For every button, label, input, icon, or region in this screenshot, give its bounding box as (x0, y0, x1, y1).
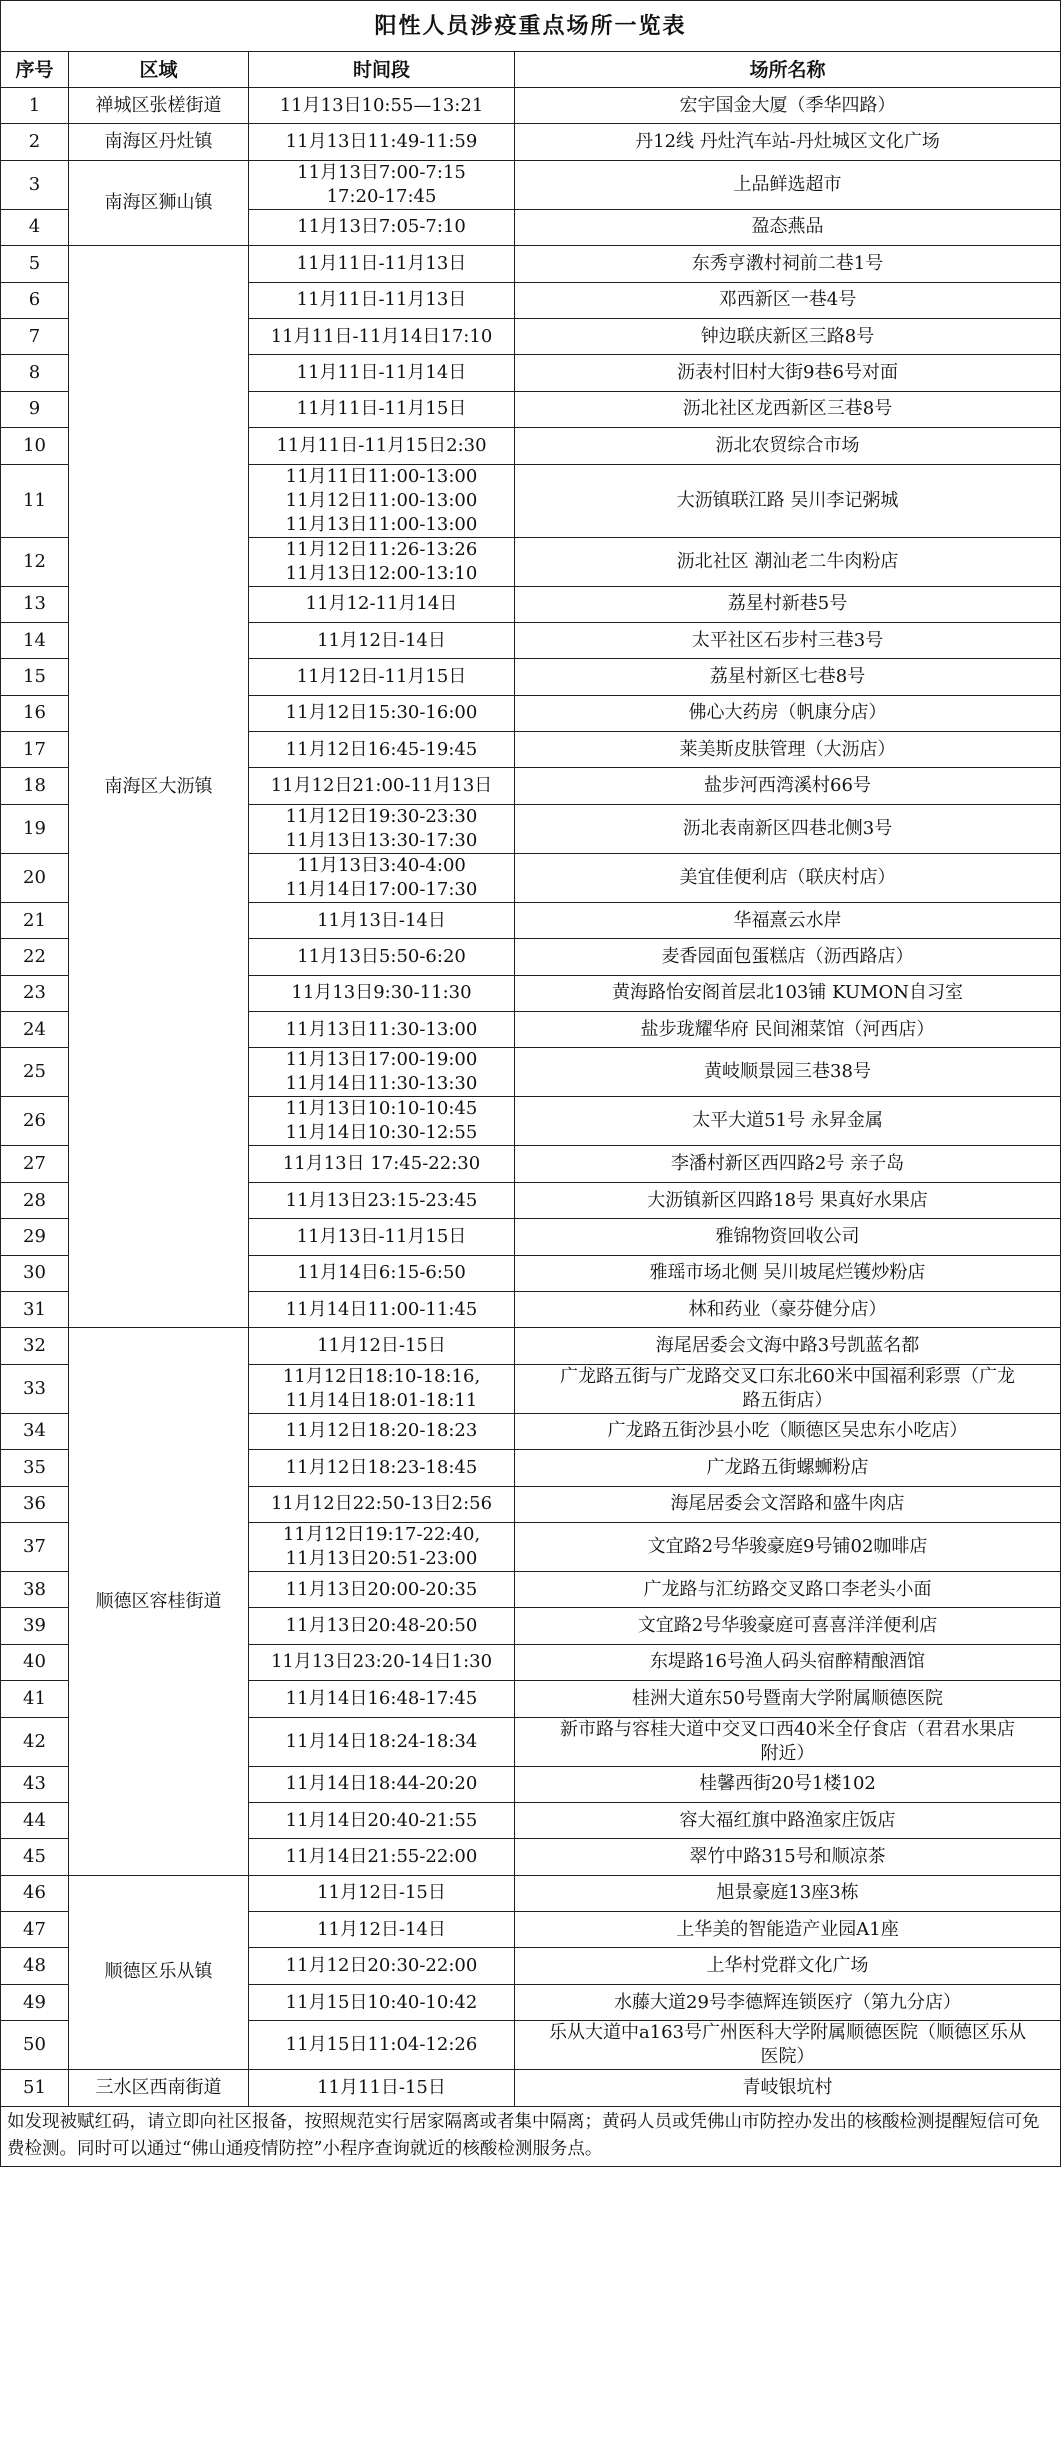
time-cell (249, 659, 515, 695)
time-cell (249, 853, 515, 902)
text-line: 麦香园面包蛋糕店（沥西路店） (661, 945, 914, 967)
row-number: 26 (1, 1097, 69, 1146)
time-cell (249, 1255, 515, 1291)
text-line: 11月12日21:00-11月13日 (270, 775, 493, 797)
text-line: 11月12日-14日 (317, 629, 446, 651)
time-cell (249, 160, 515, 209)
row-number: 46 (1, 1875, 69, 1911)
place-cell (515, 537, 1061, 586)
text-line: 11月13日10:55—13:21 (279, 94, 484, 116)
row-number: 47 (1, 1912, 69, 1948)
time-cell (249, 1097, 515, 1146)
time-cell (249, 1912, 515, 1948)
footnote: 如发现被赋红码，请立即向社区报备，按照规范实行居家隔离或者集中隔离；黄码人员或凭佛山市防控办发出的核酸检测提醒短信可免费检测。同时可以通过“佛山通疫情防控”小程序查询就近的核酸检测服务点。 (1, 2106, 1061, 2166)
place-cell (515, 209, 1061, 245)
text-line: 11月14日6:15-6:50 (297, 1262, 466, 1284)
place-cell (515, 1364, 1061, 1413)
time-cell (249, 1146, 515, 1182)
text-line: 11月13日5:50-6:20 (297, 945, 466, 967)
text-line: 11月13日 17:45-22:30 (282, 1153, 481, 1175)
text-line: 上华村党群文化广场 (706, 1955, 869, 1977)
text-line: 11月15日10:40-10:42 (285, 1991, 478, 2013)
text-line: 莱美斯皮肤管理（大沥店） (679, 738, 896, 760)
time-cell (249, 1012, 515, 1048)
place-cell (515, 124, 1061, 160)
text-line: 11月11日-11月14日 (296, 362, 467, 384)
text-line: 上华美的智能造产业园A1座 (676, 1918, 899, 1940)
text-line: 11月12日-14日 (317, 1918, 446, 1940)
place-cell (515, 1012, 1061, 1048)
text-line: 沥北社区 潮汕老二牛肉粉店 (676, 550, 899, 572)
time-cell (249, 1802, 515, 1838)
place-cell (515, 1413, 1061, 1449)
time-cell (249, 1522, 515, 1571)
text-line: 11月15日11:04-12:26 (285, 2034, 478, 2056)
text-line: 广龙路五街与广龙路交叉口东北60米中国福利彩票（广龙 (560, 1365, 1015, 1387)
time-cell (249, 622, 515, 658)
text-line: 11月12日18:20-18:23 (285, 1420, 478, 1442)
row-number: 3 (1, 160, 69, 209)
text-line: 11月13日10:10-10:45 (285, 1098, 478, 1120)
text-line: 11月12日11:26-13:26 (285, 538, 478, 560)
text-line: 文宜路2号华骏豪庭可喜喜洋洋便利店 (637, 1615, 938, 1637)
text-line: 新市路与容桂大道中交叉口西40米全仔食店（君君水果店 (560, 1718, 1015, 1740)
place-cell (515, 246, 1061, 282)
text-line: 荔星村新巷5号 (727, 593, 848, 615)
row-number: 2 (1, 124, 69, 160)
text-line: 11月12日22:50-13日2:56 (270, 1493, 493, 1515)
text-line: 11月12日19:17-22:40, (282, 1523, 481, 1545)
text-line: 11月13日23:20-14日1:30 (270, 1651, 493, 1673)
text-line: 11月12日-15日 (317, 1882, 446, 1904)
text-line: 黄岐顺景园三巷38号 (704, 1061, 871, 1083)
text-line: 东堤路16号渔人码头宿醉精酿酒馆 (650, 1651, 925, 1673)
place-cell (515, 695, 1061, 731)
text-line: 乐从大道中a163号广州医科大学附属顺德医院（顺德区乐从 (548, 2022, 1027, 2044)
row-number: 25 (1, 1048, 69, 1097)
text-line: 黄海路怡安阁首层北103铺 KUMON自习室 (612, 982, 963, 1004)
time-cell (249, 88, 515, 124)
text-line: 沥北农贸综合市场 (715, 434, 860, 456)
text-line: 海尾居委会文海中路3号凯蓝名都 (655, 1335, 920, 1357)
row-number: 40 (1, 1644, 69, 1680)
text-line: 11月12日18:10-18:16, (282, 1365, 481, 1387)
text-line: 青岐银坑村 (742, 2076, 833, 2098)
row-number: 38 (1, 1571, 69, 1607)
table-row (1, 88, 1061, 124)
time-cell (249, 124, 515, 160)
place-cell (515, 1717, 1061, 1766)
text-line: 11月13日7:00-7:15 (297, 161, 466, 183)
text-line: 11月12日20:30-22:00 (285, 1955, 478, 1977)
row-number: 39 (1, 1608, 69, 1644)
text-line: 11月12-11月14日 (305, 593, 458, 615)
time-cell (249, 1291, 515, 1327)
time-cell (249, 428, 515, 464)
time-cell (249, 902, 515, 938)
text-line: 太平社区石步村三巷3号 (691, 629, 884, 651)
text-line: 11月12日18:23-18:45 (285, 1456, 478, 1478)
text-line: 盐步河西湾溪村66号 (704, 775, 871, 797)
row-number: 12 (1, 537, 69, 586)
text-line: 11月13日9:30-11:30 (291, 982, 472, 1004)
place-cell (515, 1048, 1061, 1097)
place-cell (515, 2070, 1061, 2106)
row-number: 49 (1, 1984, 69, 2020)
text-line: 大沥镇新区四路18号 果真好水果店 (647, 1189, 928, 1211)
area-cell: 南海区丹灶镇 (69, 124, 249, 160)
header-area: 区域 (69, 52, 249, 88)
time-cell (249, 695, 515, 731)
text-line: 海尾居委会文滘路和盛牛肉店 (670, 1493, 905, 1515)
time-cell (249, 1948, 515, 1984)
time-cell (249, 1413, 515, 1449)
text-line: 雅瑶市场北侧 吴川坡尾烂镬炒粉店 (649, 1262, 926, 1284)
header-time: 时间段 (249, 52, 515, 88)
text-line: 11月14日16:48-17:45 (285, 1687, 478, 1709)
row-number: 21 (1, 902, 69, 938)
text-line: 大沥镇联江路 吴川李记粥城 (676, 489, 899, 511)
text-line: 11月11日-15日 (317, 2076, 446, 2098)
time-cell (249, 1644, 515, 1680)
text-line: 11月13日7:05-7:10 (297, 216, 466, 238)
row-number: 8 (1, 355, 69, 391)
time-cell (249, 355, 515, 391)
text-line: 11月13日11:30-13:00 (285, 1018, 478, 1040)
place-cell (515, 1522, 1061, 1571)
text-line: 11月11日-11月14日17:10 (270, 325, 493, 347)
row-number: 13 (1, 586, 69, 622)
row-number: 24 (1, 1012, 69, 1048)
text-line: 11月13日11:00-13:00 (285, 513, 478, 535)
text-line: 17:20-17:45 (326, 185, 437, 207)
row-number: 23 (1, 975, 69, 1011)
text-line: 翠竹中路315号和顺凉茶 (689, 1845, 886, 1867)
row-number: 44 (1, 1802, 69, 1838)
place-cell (515, 902, 1061, 938)
time-cell (249, 1717, 515, 1766)
text-line: 11月14日18:01-18:11 (285, 1389, 478, 1411)
row-number: 10 (1, 428, 69, 464)
row-number: 45 (1, 1839, 69, 1875)
place-cell (515, 1875, 1061, 1911)
place-cell (515, 1766, 1061, 1802)
text-line: 广龙路五街螺蛳粉店 (706, 1456, 869, 1478)
place-cell (515, 1486, 1061, 1522)
place-cell (515, 1328, 1061, 1364)
place-cell (515, 282, 1061, 318)
table-row (1, 1328, 1061, 1364)
time-cell (249, 1328, 515, 1364)
row-number: 29 (1, 1219, 69, 1255)
text-line: 11月11日-11月15日2:30 (276, 434, 487, 456)
time-cell (249, 939, 515, 975)
place-cell (515, 1219, 1061, 1255)
text-line: 东秀亨漖村祠前二巷1号 (691, 252, 884, 274)
place-cell (515, 768, 1061, 804)
text-line: 沥北表南新区四巷北侧3号 (682, 817, 893, 839)
row-number: 28 (1, 1182, 69, 1218)
text-line: 广龙路五街沙县小吃（顺德区吴忠东小吃店） (607, 1420, 968, 1442)
text-line: 11月13日17:00-19:00 (285, 1049, 478, 1071)
time-cell (249, 768, 515, 804)
place-cell (515, 939, 1061, 975)
place-cell (515, 804, 1061, 853)
row-number: 50 (1, 2021, 69, 2070)
row-number: 19 (1, 804, 69, 853)
row-number: 42 (1, 1717, 69, 1766)
text-line: 路五街店） (742, 1389, 833, 1411)
row-number: 43 (1, 1766, 69, 1802)
row-number: 37 (1, 1522, 69, 1571)
row-number: 41 (1, 1681, 69, 1717)
time-cell (249, 1450, 515, 1486)
text-line: 11月13日12:00-13:10 (285, 562, 478, 584)
text-line: 钟边联庆新区三路8号 (700, 325, 875, 347)
text-line: 11月13日13:30-17:30 (285, 829, 478, 851)
table-row (1, 124, 1061, 160)
row-number: 11 (1, 464, 69, 537)
time-cell (249, 1608, 515, 1644)
text-line: 沥表村旧村大街9巷6号对面 (677, 362, 898, 384)
table-row (1, 160, 1061, 209)
place-cell (515, 975, 1061, 1011)
title-row (1, 1, 1061, 52)
place-cell (515, 622, 1061, 658)
row-number: 35 (1, 1450, 69, 1486)
row-number: 14 (1, 622, 69, 658)
text-line: 附近） (760, 1742, 815, 1764)
place-cell (515, 160, 1061, 209)
place-cell (515, 1571, 1061, 1607)
text-line: 11月14日21:55-22:00 (285, 1845, 478, 1867)
area-cell: 禅城区张槎街道 (69, 88, 249, 124)
text-line: 邓西新区一巷4号 (718, 289, 857, 311)
row-number: 34 (1, 1413, 69, 1449)
area-cell: 南海区大沥镇 (69, 246, 249, 1328)
row-number: 36 (1, 1486, 69, 1522)
text-line: 水藤大道29号李德辉连锁医疗（第九分店） (614, 1991, 961, 2013)
text-line: 容大福红旗中路渔家庄饭店 (679, 1809, 896, 1831)
place-cell (515, 88, 1061, 124)
text-line: 11月11日-11月15日 (296, 398, 467, 420)
text-line: 华福熹云水岸 (733, 909, 842, 931)
text-line: 11月13日20:51-23:00 (285, 1547, 478, 1569)
text-line: 广龙路与汇纺路交叉路口李老头小面 (643, 1578, 932, 1600)
place-cell (515, 1948, 1061, 1984)
place-cell (515, 732, 1061, 768)
place-cell (515, 1608, 1061, 1644)
row-number: 15 (1, 659, 69, 695)
text-line: 11月13日11:49-11:59 (285, 131, 478, 153)
place-cell (515, 1450, 1061, 1486)
place-cell (515, 355, 1061, 391)
text-line: 11月12日-11月15日 (296, 665, 467, 687)
place-cell (515, 2021, 1061, 2070)
row-number: 9 (1, 391, 69, 427)
text-line: 雅锦物资回收公司 (715, 1225, 860, 1247)
row-number: 1 (1, 88, 69, 124)
text-line: 11月14日20:40-21:55 (285, 1809, 478, 1831)
text-line: 11月13日20:48-20:50 (285, 1615, 478, 1637)
area-cell: 顺德区容桂街道 (69, 1328, 249, 1875)
place-cell (515, 1146, 1061, 1182)
text-line: 11月11日-11月13日 (296, 252, 467, 274)
time-cell (249, 1571, 515, 1607)
row-number: 7 (1, 318, 69, 354)
text-line: 11月14日17:00-17:30 (285, 878, 478, 900)
text-line: 11月12日-15日 (317, 1335, 446, 1357)
text-line: 11月13日-11月15日 (296, 1225, 467, 1247)
text-line: 11月12日15:30-16:00 (285, 702, 478, 724)
place-cell (515, 1802, 1061, 1838)
place-cell (515, 318, 1061, 354)
text-line: 桂馨西街20号1楼102 (699, 1773, 876, 1795)
row-number: 27 (1, 1146, 69, 1182)
place-cell (515, 1912, 1061, 1948)
table-row (1, 246, 1061, 282)
text-line: 林和药业（豪芬健分店） (688, 1298, 887, 1320)
text-line: 宏宇国金大厦（季华四路） (679, 94, 896, 116)
text-line: 11月12日11:00-13:00 (285, 489, 478, 511)
header-no: 序号 (1, 52, 69, 88)
place-cell (515, 391, 1061, 427)
time-cell (249, 1839, 515, 1875)
place-cell (515, 1644, 1061, 1680)
place-cell (515, 1839, 1061, 1875)
text-line: 上品鲜选超市 (733, 173, 842, 195)
time-cell (249, 246, 515, 282)
text-line: 11月14日11:00-11:45 (285, 1298, 478, 1320)
text-line: 11月12日16:45-19:45 (285, 738, 478, 760)
header-place: 场所名称 (515, 52, 1061, 88)
row-number: 16 (1, 695, 69, 731)
place-cell (515, 1291, 1061, 1327)
row-number: 30 (1, 1255, 69, 1291)
text-line: 11月13日3:40-4:00 (297, 854, 466, 876)
text-line: 11月14日18:44-20:20 (285, 1773, 478, 1795)
text-line: 李潘村新区西四路2号 亲子岛 (670, 1153, 905, 1175)
text-line: 太平大道51号 永昇金属 (692, 1110, 883, 1132)
time-cell (249, 1219, 515, 1255)
place-cell (515, 428, 1061, 464)
text-line: 旭景豪庭13座3栋 (716, 1882, 859, 1904)
place-cell (515, 1255, 1061, 1291)
time-cell (249, 2021, 515, 2070)
time-cell (249, 391, 515, 427)
time-cell (249, 209, 515, 245)
row-number: 17 (1, 732, 69, 768)
header-row (1, 52, 1061, 88)
text-line: 医院） (760, 2046, 815, 2068)
text-line: 11月11日11:00-13:00 (285, 465, 478, 487)
place-cell (515, 1681, 1061, 1717)
time-cell (249, 464, 515, 537)
row-number: 18 (1, 768, 69, 804)
text-line: 11月13日-14日 (317, 909, 446, 931)
time-cell (249, 1048, 515, 1097)
time-cell (249, 975, 515, 1011)
text-line: 11月13日20:00-20:35 (285, 1578, 478, 1600)
text-line: 桂洲大道东50号暨南大学附属顺德医院 (632, 1687, 943, 1709)
place-cell (515, 853, 1061, 902)
time-cell (249, 1984, 515, 2020)
text-line: 美宜佳便利店（联庆村店） (679, 866, 896, 888)
row-number: 32 (1, 1328, 69, 1364)
row-number: 22 (1, 939, 69, 975)
row-number: 51 (1, 2070, 69, 2106)
time-cell (249, 1875, 515, 1911)
time-cell (249, 1766, 515, 1802)
place-cell (515, 1182, 1061, 1218)
text-line: 11月11日-11月13日 (296, 289, 467, 311)
text-line: 丹12线 丹灶汽车站-丹灶城区文化广场 (635, 131, 940, 153)
row-number: 48 (1, 1948, 69, 1984)
time-cell (249, 1182, 515, 1218)
text-line: 11月14日11:30-13:30 (285, 1073, 478, 1095)
row-number: 31 (1, 1291, 69, 1327)
text-line: 佛心大药房（帆康分店） (688, 702, 887, 724)
place-cell (515, 464, 1061, 537)
time-cell (249, 1364, 515, 1413)
time-cell (249, 1486, 515, 1522)
row-number: 33 (1, 1364, 69, 1413)
text-line: 11月12日19:30-23:30 (285, 805, 478, 827)
text-line: 盐步珑耀华府 民间湘菜馆（河西店） (640, 1018, 935, 1040)
text-line: 荔星村新区七巷8号 (709, 665, 866, 687)
time-cell (249, 732, 515, 768)
place-cell (515, 659, 1061, 695)
time-cell (249, 282, 515, 318)
table-title: 阳性人员涉疫重点场所一览表 (1, 1, 1061, 52)
time-cell (249, 586, 515, 622)
area-cell: 南海区狮山镇 (69, 160, 249, 245)
row-number: 5 (1, 246, 69, 282)
table-row (1, 2070, 1061, 2106)
area-cell: 三水区西南街道 (69, 2070, 249, 2106)
place-cell (515, 1097, 1061, 1146)
text-line: 盈态燕品 (751, 216, 824, 238)
footnote-row (1, 2106, 1061, 2166)
time-cell (249, 804, 515, 853)
text-line: 文宜路2号华骏豪庭9号铺02咖啡店 (647, 1535, 928, 1557)
area-cell: 顺德区乐从镇 (69, 1875, 249, 2070)
time-cell (249, 537, 515, 586)
text-line: 沥北社区龙西新区三巷8号 (682, 398, 893, 420)
time-cell (249, 1681, 515, 1717)
time-cell (249, 2070, 515, 2106)
text-line: 11月14日10:30-12:55 (285, 1122, 478, 1144)
row-number: 20 (1, 853, 69, 902)
place-cell (515, 1984, 1061, 2020)
row-number: 4 (1, 209, 69, 245)
place-cell (515, 586, 1061, 622)
text-line: 11月13日23:15-23:45 (285, 1189, 478, 1211)
text-line: 11月14日18:24-18:34 (285, 1730, 478, 1752)
table-row (1, 1875, 1061, 1911)
time-cell (249, 318, 515, 354)
row-number: 6 (1, 282, 69, 318)
